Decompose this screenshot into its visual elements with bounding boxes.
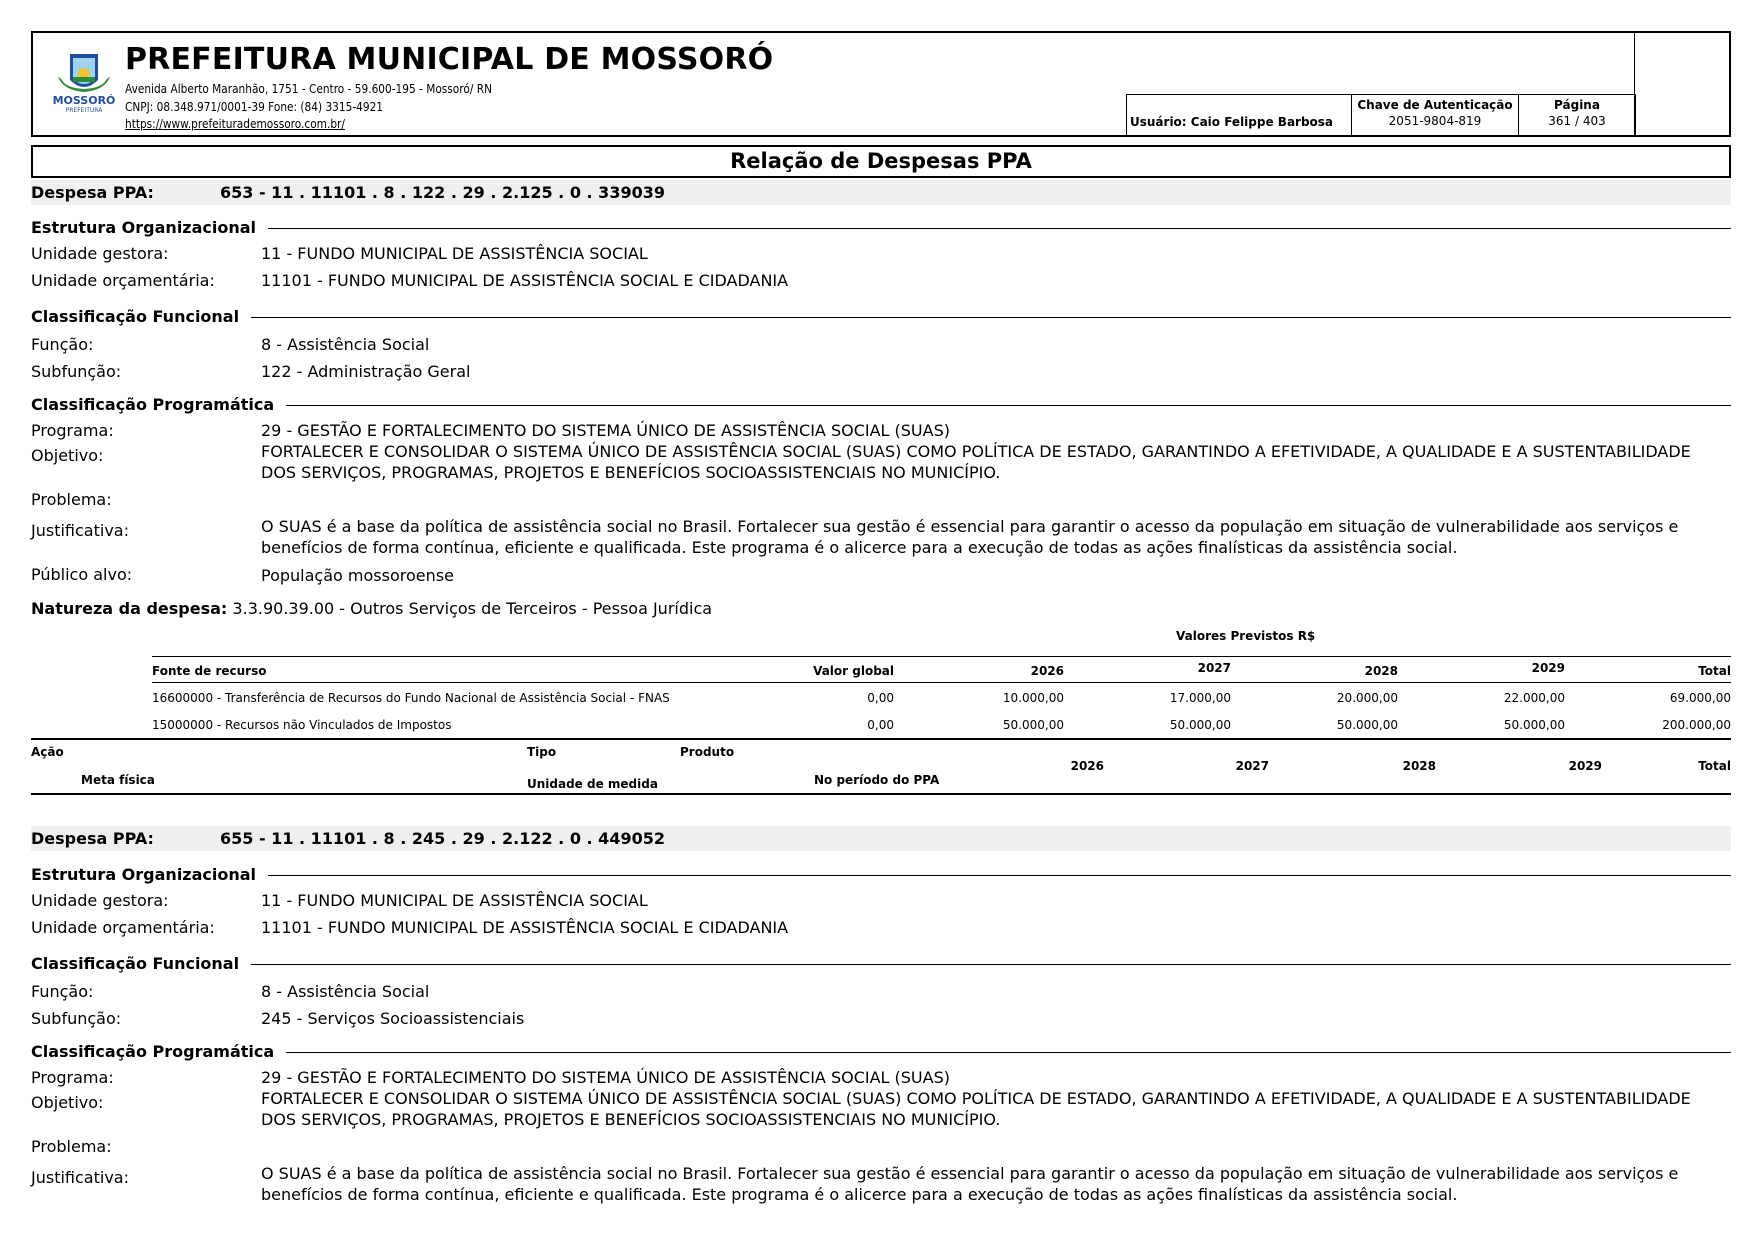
header-right-box — [1634, 31, 1731, 137]
auth-key-label: Chave de Autenticação — [1357, 98, 1513, 112]
programa-value: 29 - GESTÃO E FORTALECIMENTO DO SISTEMA ÚNICO DE ASSISTÊNCIA SOCIAL (SUAS) — [261, 421, 950, 440]
col-2028: 2028 — [1364, 664, 1398, 678]
despesa-ppa-label: Despesa PPA: — [31, 183, 154, 202]
subfuncao-label: Subfunção: — [31, 362, 122, 381]
section-title: Estrutura Organizacional — [31, 865, 257, 884]
svg-text:PREFEITURA: PREFEITURA — [65, 107, 103, 114]
unidade-gestora-label: Unidade gestora: — [31, 891, 169, 910]
section-classificacao-funcional — [31, 306, 1731, 328]
unidade-gestora-label: Unidade gestora: — [31, 244, 169, 263]
col-2027: 2027 — [1197, 661, 1231, 675]
publico-alvo-value: População mossoroense — [261, 566, 454, 585]
section-title: Classificação Programática — [31, 395, 275, 414]
objetivo-value: FORTALECER E CONSOLIDAR O SISTEMA ÚNICO DE ASSISTÊNCIA SOCIAL (SUAS) COMO POLÍTICA DE ESTADO, GARANTINDO A EFETIVIDADE, A QUALIDADE E A SUSTENTABILIDADE DOS SERVIÇOS, PROGRAMAS, PROJETOS E BENEFÍCIOS SOCIOASSISTENCIAIS NO MUNICÍPIO. — [261, 1089, 1691, 1129]
coat-of-arms-icon — [48, 50, 120, 116]
col-unidade-medida: Unidade de medida — [527, 777, 658, 791]
problema-label: Problema: — [31, 490, 112, 509]
fonte-cell: 16600000 - Transferência de Recursos do Fundo Nacional de Assistência Social - FNAS — [152, 691, 670, 705]
valor-global-cell: 0,00 — [867, 718, 894, 732]
col-meta-2026: 2026 — [1070, 759, 1104, 773]
svg-text:MOSSORÓ: MOSSORÓ — [52, 94, 116, 107]
table-rule — [31, 738, 1731, 740]
section-estrutura — [31, 864, 1731, 886]
objetivo-label: Objetivo: — [31, 1093, 104, 1112]
programa-value: 29 - GESTÃO E FORTALECIMENTO DO SISTEMA ÚNICO DE ASSISTÊNCIA SOCIAL (SUAS) — [261, 1068, 950, 1087]
divider — [251, 317, 1731, 318]
col-fonte-recurso: Fonte de recurso — [152, 664, 267, 678]
col-meta-2028: 2028 — [1402, 759, 1436, 773]
section-title: Classificação Funcional — [31, 954, 240, 973]
section-title: Classificação Funcional — [31, 307, 240, 326]
table-rule — [31, 793, 1731, 795]
subfuncao-label: Subfunção: — [31, 1009, 122, 1028]
justificativa-value: O SUAS é a base da política de assistência social no Brasil. Fortalecer sua gestão é essencial para garantir o acesso da população em situação de vulnerabilidade aos serviços e benefícios de forma contínua, eficiente e qualificada. Este programa é o alicerce para a execução de todas as ações finalísticas da assistência social. — [261, 517, 1679, 557]
funcao-value: 8 - Assistência Social — [261, 982, 430, 1001]
value-2026-cell: 50.000,00 — [1002, 718, 1064, 732]
col-acao: Ação — [31, 745, 64, 759]
col-periodo-ppa: No período do PPA — [814, 773, 940, 787]
valor-global-cell: 0,00 — [867, 691, 894, 705]
section-estrutura — [31, 217, 1731, 239]
col-meta-total: Total — [1698, 759, 1731, 773]
value-2028-cell: 50.000,00 — [1336, 718, 1398, 732]
divider — [268, 228, 1731, 229]
natureza-despesa — [31, 599, 712, 618]
col-meta-2027: 2027 — [1235, 759, 1269, 773]
despesa-ppa-row — [31, 826, 1731, 851]
municipality-logo — [48, 50, 120, 116]
publico-alvo-label: Público alvo: — [31, 565, 133, 584]
report-title: Relação de Despesas PPA — [31, 145, 1731, 178]
section-classificacao-programatica — [31, 1041, 1731, 1063]
fonte-cell: 15000000 - Recursos não Vinculados de Impostos — [152, 718, 452, 732]
section-title: Classificação Programática — [31, 1042, 275, 1061]
org-address: Avenida Alberto Maranhão, 1751 - Centro - 59.600-195 - Mossoró/ RN — [125, 82, 492, 96]
col-produto: Produto — [680, 745, 735, 759]
programa-label: Programa: — [31, 421, 114, 440]
divider — [268, 875, 1731, 876]
programa-label: Programa: — [31, 1068, 114, 1087]
justificativa-value: O SUAS é a base da política de assistência social no Brasil. Fortalecer sua gestão é essencial para garantir o acesso da população em situação de vulnerabilidade aos serviços e benefícios de forma contínua, eficiente e qualificada. Este programa é o alicerce para a execução de todas as ações finalísticas da assistência social. — [261, 1164, 1679, 1204]
col-meta-2029: 2029 — [1568, 759, 1602, 773]
section-title: Estrutura Organizacional — [31, 218, 257, 237]
col-meta-fisica: Meta física — [81, 773, 155, 787]
subfuncao-value: 245 - Serviços Socioassistenciais — [261, 1009, 525, 1028]
unidade-orcamentaria-label: Unidade orçamentária: — [31, 918, 215, 937]
justificativa-label: Justificativa: — [31, 521, 129, 540]
funcao-label: Função: — [31, 982, 94, 1001]
objetivo-value: FORTALECER E CONSOLIDAR O SISTEMA ÚNICO DE ASSISTÊNCIA SOCIAL (SUAS) COMO POLÍTICA DE ESTADO, GARANTINDO A EFETIVIDADE, A QUALIDADE E A SUSTENTABILIDADE DOS SERVIÇOS, PROGRAMAS, PROJETOS E BENEFÍCIOS SOCIOASSISTENCIAIS NO MUNICÍPIO. — [261, 442, 1691, 482]
col-tipo: Tipo — [527, 745, 557, 759]
natureza-label: Natureza da despesa: — [31, 599, 228, 618]
page-label: Página — [1554, 98, 1600, 112]
org-contact: CNPJ: 08.348.971/0001-39 Fone: (84) 3315-4921 — [125, 100, 384, 114]
col-valor-global: Valor global — [813, 664, 894, 678]
value-2027-cell: 17.000,00 — [1169, 691, 1231, 705]
unidade-orcamentaria-label: Unidade orçamentária: — [31, 271, 215, 290]
divider — [251, 964, 1731, 965]
value-2028-cell: 20.000,00 — [1336, 691, 1398, 705]
objetivo-label: Objetivo: — [31, 446, 104, 465]
funcao-value: 8 - Assistência Social — [261, 335, 430, 354]
section-classificacao-programatica — [31, 394, 1731, 416]
auth-key-cell — [1351, 94, 1519, 136]
divider — [286, 405, 1731, 406]
funcao-label: Função: — [31, 335, 94, 354]
despesa-ppa-code: 653 - 11 . 11101 . 8 . 122 . 29 . 2.125 . 0 . 339039 — [220, 183, 665, 202]
col-2029: 2029 — [1531, 661, 1565, 675]
value-2026-cell: 10.000,00 — [1002, 691, 1064, 705]
unidade-orcamentaria-value: 11101 - FUNDO MUNICIPAL DE ASSISTÊNCIA SOCIAL E CIDADANIA — [261, 271, 789, 290]
despesa-ppa-row — [31, 180, 1731, 205]
unidade-gestora-value: 11 - FUNDO MUNICIPAL DE ASSISTÊNCIA SOCIAL — [261, 244, 648, 263]
value-total-cell: 69.000,00 — [1669, 691, 1731, 705]
value-2029-cell: 50.000,00 — [1503, 718, 1565, 732]
org-title: PREFEITURA MUNICIPAL DE MOSSORÓ — [125, 42, 774, 77]
valores-previstos-header: Valores Previstos R$ — [1176, 629, 1316, 643]
despesa-ppa-code: 655 - 11 . 11101 . 8 . 245 . 29 . 2.122 . 0 . 449052 — [220, 829, 665, 848]
page-cell — [1518, 94, 1636, 136]
problema-label: Problema: — [31, 1137, 112, 1156]
table-rule — [152, 682, 1731, 683]
value-total-cell: 200.000,00 — [1662, 718, 1731, 732]
page-number: 361 / 403 — [1548, 114, 1606, 128]
justificativa-label: Justificativa: — [31, 1168, 129, 1187]
value-2027-cell: 50.000,00 — [1169, 718, 1231, 732]
section-classificacao-funcional — [31, 953, 1731, 975]
unidade-orcamentaria-value: 11101 - FUNDO MUNICIPAL DE ASSISTÊNCIA SOCIAL E CIDADANIA — [261, 918, 789, 937]
despesa-ppa-label: Despesa PPA: — [31, 829, 154, 848]
col-total: Total — [1698, 664, 1731, 678]
auth-key-value: 2051-9804-819 — [1388, 114, 1482, 128]
user-cell: Usuário: Caio Felippe Barbosa — [1126, 94, 1352, 136]
unidade-gestora-value: 11 - FUNDO MUNICIPAL DE ASSISTÊNCIA SOCIAL — [261, 891, 648, 910]
subfuncao-value: 122 - Administração Geral — [261, 362, 471, 381]
col-2026: 2026 — [1030, 664, 1064, 678]
table-rule — [152, 656, 1731, 657]
natureza-value: 3.3.90.39.00 - Outros Serviços de Terceiros - Pessoa Jurídica — [232, 599, 713, 618]
value-2029-cell: 22.000,00 — [1503, 691, 1565, 705]
org-website-link[interactable]: https://www.prefeiturademossoro.com.br/ — [125, 117, 345, 131]
divider — [286, 1052, 1731, 1053]
